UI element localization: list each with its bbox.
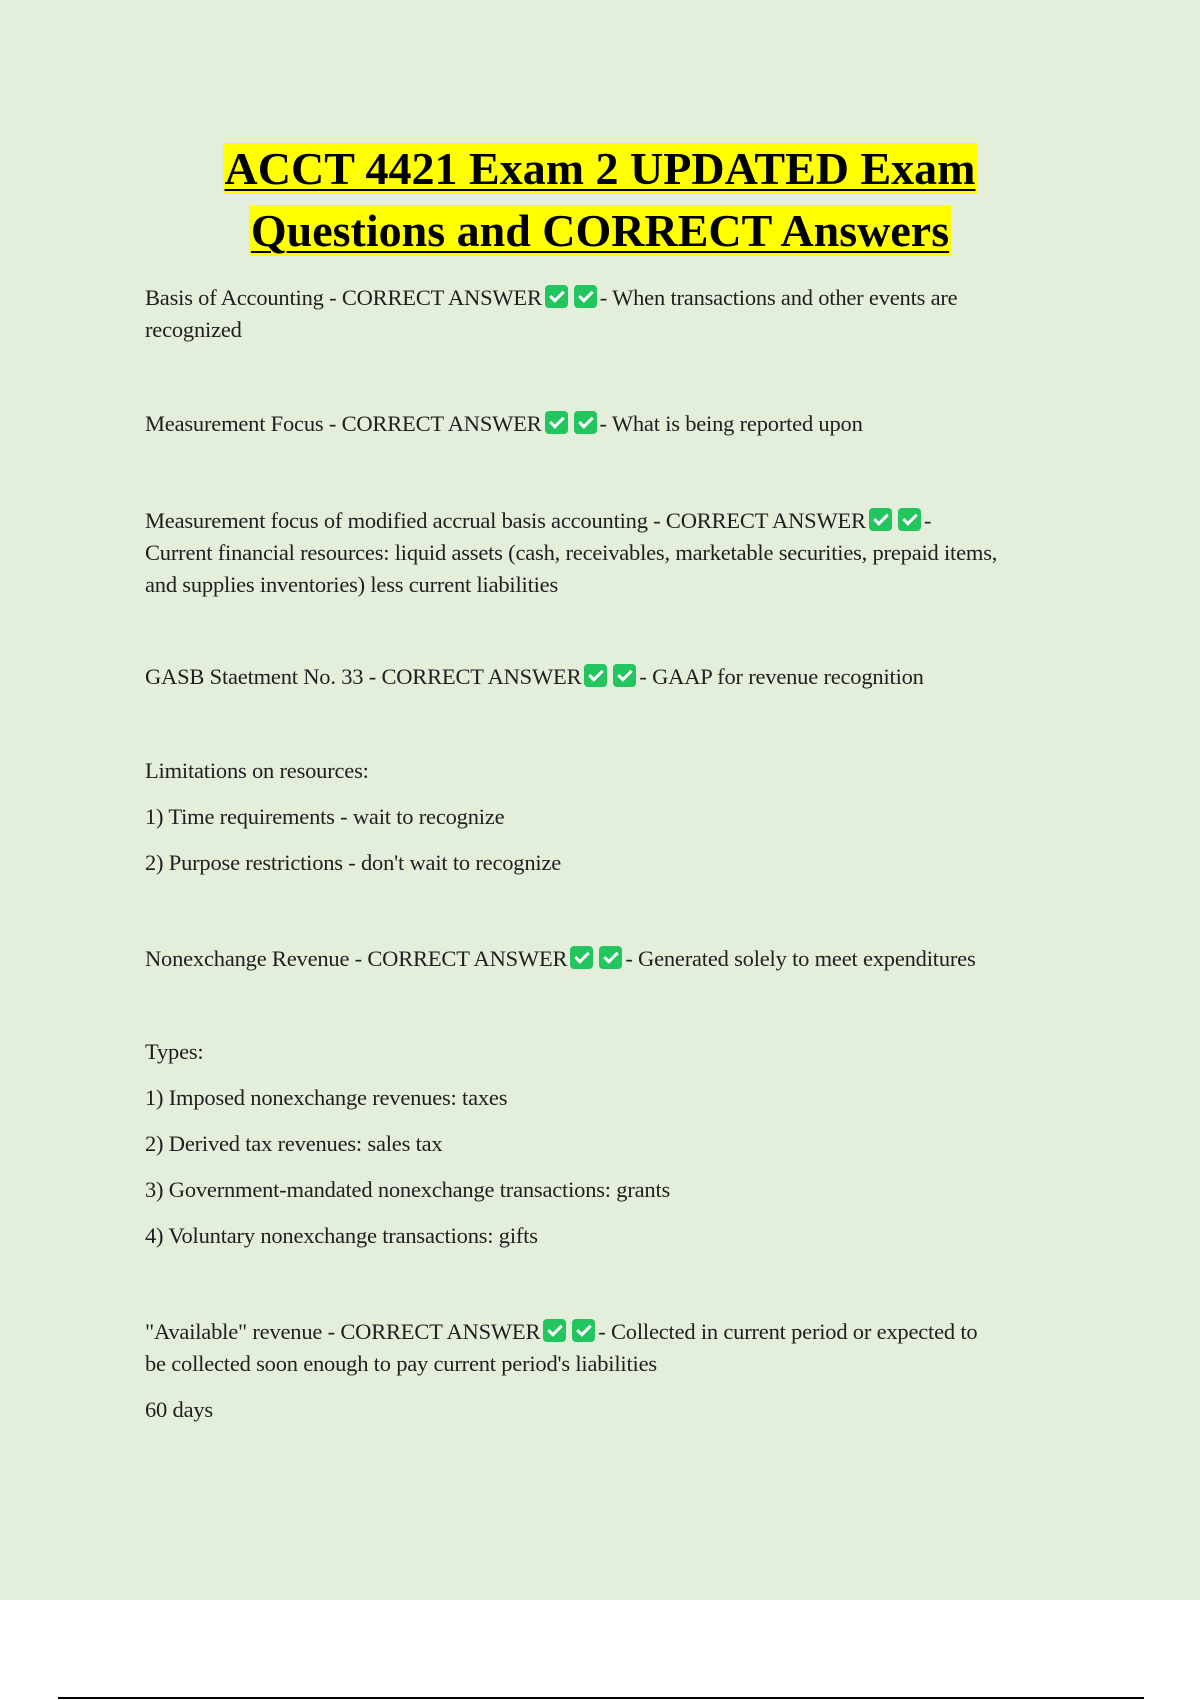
limitations-list (145, 755, 1085, 879)
check-mark-icon (545, 285, 568, 308)
types-list (145, 1036, 1085, 1252)
title-line-2: Questions and CORRECT Answers (250, 205, 950, 256)
list-item: 4) Voluntary nonexchange transactions: gifts (145, 1223, 538, 1248)
answer-text: - (923, 508, 932, 533)
document-title (0, 138, 1200, 262)
check-mark-icon (898, 508, 921, 531)
check-mark-icon (869, 508, 892, 531)
answer-text: - When transactions and other events are (599, 285, 958, 310)
answer-text-continued: Current financial resources: liquid assets (cash, receivables, marketable securities, prepaid items, (145, 540, 998, 565)
answer-text: - Generated solely to meet expenditures (625, 946, 976, 971)
check-mark-icon (572, 1319, 595, 1342)
list-heading: Types: (145, 1039, 204, 1064)
question-text: "Available" revenue - CORRECT ANSWER (145, 1319, 541, 1344)
list-item: 1) Time requirements - wait to recognize (145, 804, 505, 829)
answer-text-continued: be collected soon enough to pay current period's liabilities (145, 1351, 657, 1376)
check-mark-icon (584, 664, 607, 687)
qa-content (145, 282, 1085, 1426)
check-mark-icon (574, 285, 597, 308)
question-text: GASB Staetment No. 33 - CORRECT ANSWER (145, 664, 582, 689)
qa-entry-measurement-focus (145, 408, 1085, 440)
qa-entry-basis-of-accounting (145, 282, 1085, 346)
answer-text: - GAAP for revenue recognition (639, 664, 924, 689)
list-heading: Limitations on resources: (145, 758, 369, 783)
check-mark-icon (545, 411, 568, 434)
check-mark-icon (574, 411, 597, 434)
question-text: Measurement focus of modified accrual basis accounting - CORRECT ANSWER (145, 508, 866, 533)
qa-entry-available-revenue (145, 1316, 1085, 1426)
answer-text-continued: recognized (145, 317, 242, 342)
answer-text-continued: and supplies inventories) less current liabilities (145, 572, 559, 597)
question-text: Nonexchange Revenue - CORRECT ANSWER (145, 946, 568, 971)
footer-divider (58, 1697, 1144, 1699)
check-mark-icon (570, 946, 593, 969)
answer-note: 60 days (145, 1397, 213, 1422)
question-text: Measurement Focus - CORRECT ANSWER (145, 411, 542, 436)
list-item: 2) Derived tax revenues: sales tax (145, 1131, 443, 1156)
list-item: 1) Imposed nonexchange revenues: taxes (145, 1085, 508, 1110)
answer-text: - Collected in current period or expected to (598, 1319, 978, 1344)
list-item: 3) Government-mandated nonexchange transactions: grants (145, 1177, 671, 1202)
qa-entry-gasb-33 (145, 661, 1085, 693)
title-line-1: ACCT 4421 Exam 2 UPDATED Exam (224, 143, 976, 194)
check-mark-icon (543, 1319, 566, 1342)
check-mark-icon (599, 946, 622, 969)
answer-text: - What is being reported upon (599, 411, 863, 436)
list-item: 2) Purpose restrictions - don't wait to recognize (145, 850, 562, 875)
qa-entry-nonexchange-revenue (145, 943, 1085, 975)
question-text: Basis of Accounting - CORRECT ANSWER (145, 285, 542, 310)
check-mark-icon (613, 664, 636, 687)
qa-entry-modified-accrual-focus (145, 505, 1085, 601)
